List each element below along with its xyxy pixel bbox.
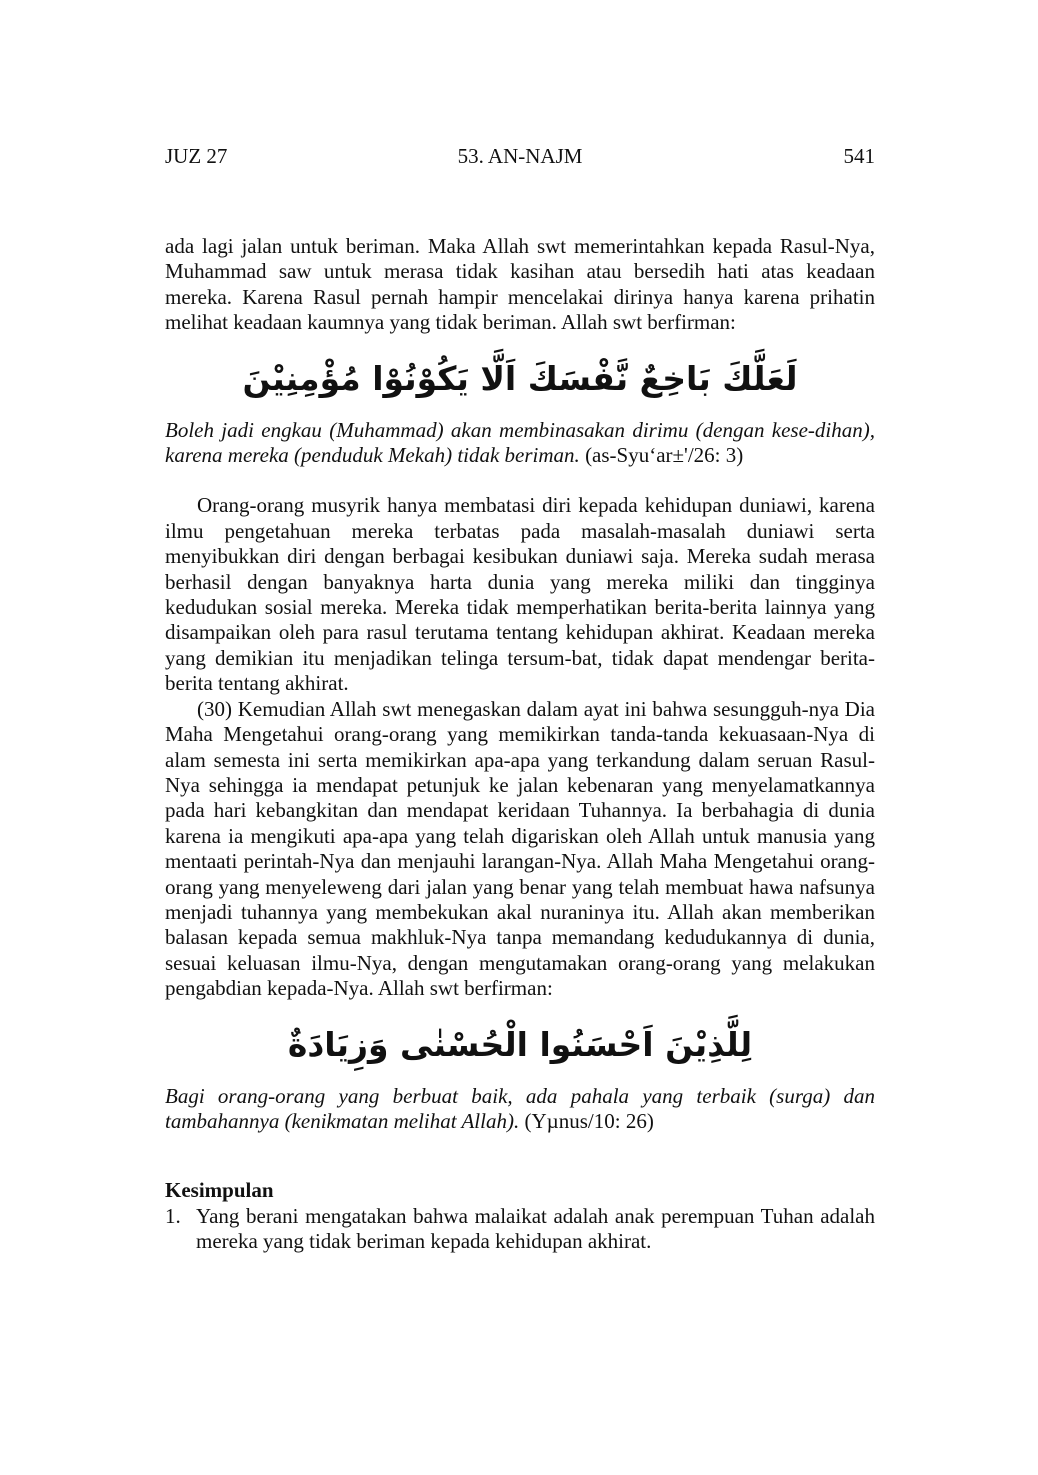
arabic-verse: لَعَلَّكَ بَاخِعٌ نَّفْسَكَ اَلَّا يَكُوْنُوْا مُؤْمِنِيْنَ <box>242 358 798 398</box>
conclusion-list <box>165 1204 875 1255</box>
verse-translation <box>165 1084 875 1135</box>
spacer <box>165 468 875 493</box>
header-juz: JUZ 27 <box>165 144 228 168</box>
paragraph: Orang-orang musyrik hanya membatasi diri kepada kehidupan duniawi, karena ilmu pengetahuan mereka terbatas pada masalah-masalah duniawi serta menyibukkan diri dengan berbagai kesibukan duniawi saja. Mereka sudah merasa berhasil dengan banyaknya harta dunia yang mereka miliki dan tingginya kedudukan sosial mereka. Mereka tidak memperhatikan berita-berita lainnya yang disampaikan oleh para rasul terutama tentang kehidupan akhirat. Keadaan mereka yang demikian itu menjadikan telinga tersum-bat, tidak dapat mendengar berita-berita tentang akhirat. <box>165 493 875 696</box>
verse-translation <box>165 418 875 469</box>
section-heading: Kesimpulan <box>165 1178 274 1203</box>
list-item-text: Yang berani mengatakan bahwa malaikat adalah anak perempuan Tuhan adalah mereka yang tidak beriman kepada kehidupan akhirat. <box>196 1203 875 1254</box>
page-number: 541 <box>843 144 875 168</box>
running-header <box>165 144 875 174</box>
translation-text: Boleh jadi engkau (Muhammad) akan membinasakan dirimu (dengan kese-dihan), karena mereka (penduduk Mekah) tidak beriman. <box>165 417 875 468</box>
verse-reference: (as-Syu‘ar±'/26: 3) <box>585 443 744 468</box>
list-item <box>165 1204 875 1255</box>
spacer <box>165 1134 875 1178</box>
paragraph: (30) Kemudian Allah swt menegaskan dalam ayat ini bahwa sesungguh-nya Dia Maha Mengetahui orang-orang yang memikirkan tanda-tanda kekuasaan-Nya di alam semesta ini serta memikirkan apa-apa yang terkandung dalam seruan Rasul-Nya sehingga ia mendapat petunjuk ke jalan kebenaran yang menyelamatkannya pada hari kebangkitan dan mendapat keridaan Tuhannya. Ia berbahagia di dunia karena ia mengikuti apa-apa yang telah digariskan oleh Allah untuk manusia yang mentaati perintah-Nya dan menjauhi larangan-Nya. Allah Maha Mengetahui orang-orang yang menyeleweng dari jalan yang benar yang telah membuat hawa nafsunya menjadi tuhannya yang membekukan akal nuraninya itu. Allah akan memberikan balasan kepada semua makhluk-Nya tanpa memandang kedudukannya di dunia, sesuai keluasan ilmu-Nya, dengan mengutamakan orang-orang yang melakukan pengabdian kepada-Nya. Allah swt berfirman: <box>165 696 875 1001</box>
header-surah: 53. AN-NAJM <box>457 144 583 168</box>
paragraph: ada lagi jalan untuk beriman. Maka Allah swt memerintahkan kepada Rasul-Nya, Muhammad saw untuk merasa tidak kasihan atau bersedih hati atas keadaan mereka. Karena Rasul pernah hampir mencelakai dirinya hanya karena prihatin melihat keadaan kaumnya yang tidak beriman. Allah swt berfirman: <box>165 234 875 335</box>
arabic-verse: لِلَّذِيْنَ اَحْسَنُوا الْحُسْنٰى وَزِيَادَةٌ <box>287 1024 753 1064</box>
list-item-number: 1. <box>165 1203 181 1228</box>
verse-reference: (Yµnus/10: 26) <box>524 1108 654 1133</box>
page-body <box>165 234 875 1255</box>
translation-text: Bagi orang-orang yang berbuat baik, ada pahala yang terbaik (surga) dan tambahannya (kenikmatan melihat Allah). <box>165 1083 875 1133</box>
